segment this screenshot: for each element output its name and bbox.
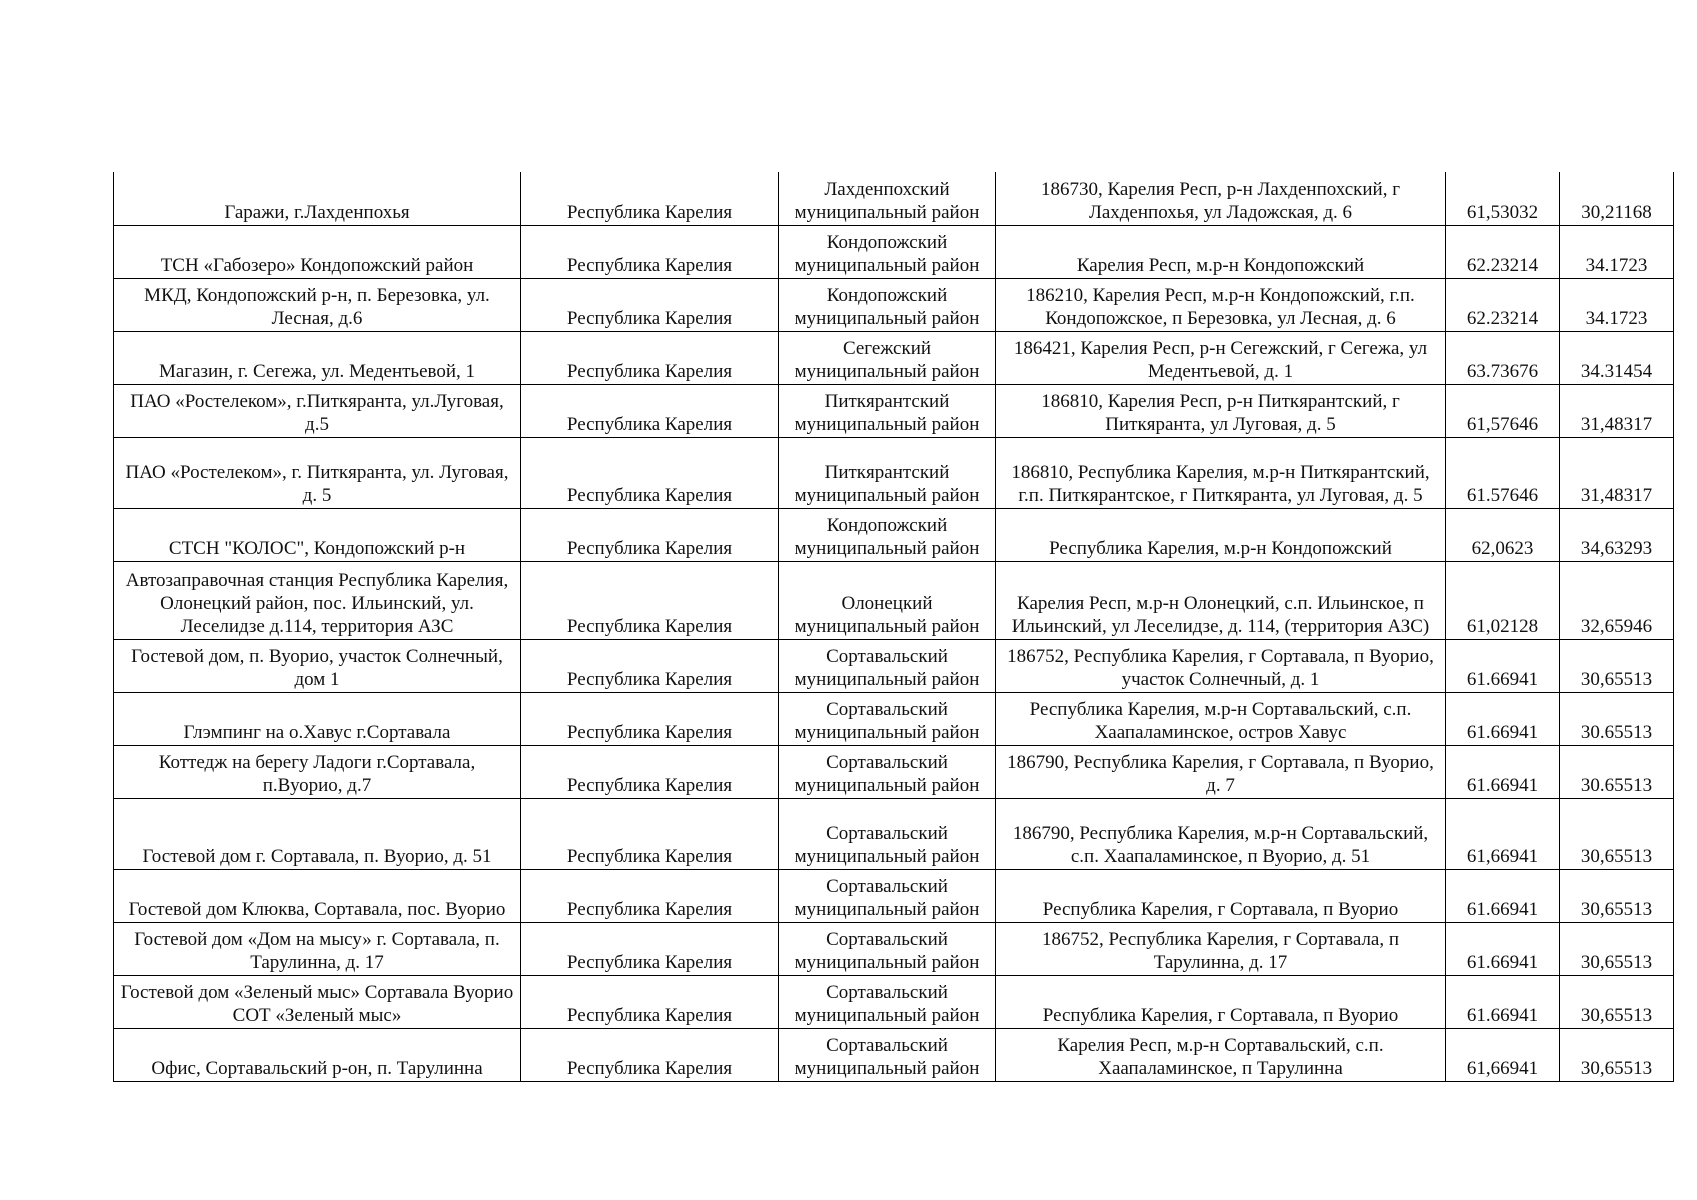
cell-latitude: 61.66941: [1446, 975, 1560, 1028]
cell-latitude: 61,57646: [1446, 384, 1560, 437]
cell-address: Республика Карелия, г Сортавала, п Вуорио: [996, 869, 1446, 922]
cell-latitude: 61.66941: [1446, 639, 1560, 692]
table-row: [114, 278, 1674, 331]
cell-object-name: Коттедж на берегу Ладоги г.Сортавала, п.Вуорио, д.7: [114, 745, 521, 798]
cell-district: Сортавальский муниципальный район: [779, 692, 996, 745]
table-row: [114, 798, 1674, 869]
cell-latitude: 63.73676: [1446, 331, 1560, 384]
cell-longitude: 30.65513: [1560, 692, 1674, 745]
cell-address: 186790, Республика Карелия, г Сортавала, п Вуорио, д. 7: [996, 745, 1446, 798]
cell-longitude: 34.31454: [1560, 331, 1674, 384]
cell-object-name: Гаражи, г.Лахденпохья: [114, 172, 521, 225]
cell-latitude: 61.66941: [1446, 745, 1560, 798]
cell-address: Республика Карелия, м.р-н Сортавальский, с.п. Хаапаламинское, остров Хавус: [996, 692, 1446, 745]
cell-object-name: МКД, Кондопожский р-н, п. Березовка, ул. Лесная, д.6: [114, 278, 521, 331]
cell-address: 186752, Республика Карелия, г Сортавала, п Тарулинна, д. 17: [996, 922, 1446, 975]
table-row: [114, 225, 1674, 278]
table-row: [114, 437, 1674, 508]
cell-district: Лахденпохский муниципальный район: [779, 172, 996, 225]
cell-object-name: Гостевой дом г. Сортавала, п. Вуорио, д. 51: [114, 798, 521, 869]
cell-region: Республика Карелия: [521, 869, 779, 922]
cell-longitude: 30,65513: [1560, 1028, 1674, 1081]
cell-longitude: 30.65513: [1560, 745, 1674, 798]
locations-table: [113, 172, 1674, 1082]
cell-address: Карелия Респ, м.р-н Кондопожский: [996, 225, 1446, 278]
cell-object-name: ПАО «Ростелеком», г. Питкяранта, ул. Луговая, д. 5: [114, 437, 521, 508]
table-row: [114, 692, 1674, 745]
cell-district: Сортавальский муниципальный район: [779, 975, 996, 1028]
cell-address: Республика Карелия, м.р-н Кондопожский: [996, 508, 1446, 561]
table-row: [114, 1028, 1674, 1081]
cell-longitude: 31,48317: [1560, 437, 1674, 508]
table-row: [114, 508, 1674, 561]
cell-longitude: 30,21168: [1560, 172, 1674, 225]
cell-latitude: 61,53032: [1446, 172, 1560, 225]
cell-region: Республика Карелия: [521, 437, 779, 508]
table-row: [114, 975, 1674, 1028]
cell-region: Республика Карелия: [521, 798, 779, 869]
cell-latitude: 61.66941: [1446, 692, 1560, 745]
cell-longitude: 31,48317: [1560, 384, 1674, 437]
table-row: [114, 639, 1674, 692]
cell-latitude: 61,66941: [1446, 798, 1560, 869]
cell-address: 186752, Республика Карелия, г Сортавала, п Вуорио, участок Солнечный, д. 1: [996, 639, 1446, 692]
cell-object-name: Глэмпинг на о.Хавус г.Сортавала: [114, 692, 521, 745]
cell-object-name: Гостевой дом Клюква, Сортавала, пос. Вуорио: [114, 869, 521, 922]
cell-latitude: 61.57646: [1446, 437, 1560, 508]
cell-region: Республика Карелия: [521, 922, 779, 975]
cell-latitude: 61,66941: [1446, 1028, 1560, 1081]
table-row: [114, 172, 1674, 225]
cell-district: Сортавальский муниципальный район: [779, 639, 996, 692]
cell-latitude: 62,0623: [1446, 508, 1560, 561]
cell-object-name: Гостевой дом, п. Вуорио, участок Солнечный, дом 1: [114, 639, 521, 692]
cell-longitude: 30,65513: [1560, 798, 1674, 869]
cell-longitude: 34.1723: [1560, 225, 1674, 278]
cell-district: Сортавальский муниципальный район: [779, 745, 996, 798]
cell-address: Карелия Респ, м.р-н Сортавальский, с.п. Хаапаламинское, п Тарулинна: [996, 1028, 1446, 1081]
cell-longitude: 30,65513: [1560, 869, 1674, 922]
cell-object-name: Гостевой дом «Дом на мысу» г. Сортавала, п. Тарулинна, д. 17: [114, 922, 521, 975]
cell-region: Республика Карелия: [521, 561, 779, 639]
cell-district: Питкярантский муниципальный район: [779, 384, 996, 437]
cell-address: 186210, Карелия Респ, м.р-н Кондопожский, г.п. Кондопожское, п Березовка, ул Лесная, д. 6: [996, 278, 1446, 331]
cell-longitude: 32,65946: [1560, 561, 1674, 639]
cell-longitude: 30,65513: [1560, 975, 1674, 1028]
table-body: [114, 172, 1674, 1081]
cell-latitude: 62.23214: [1446, 225, 1560, 278]
cell-object-name: ПАО «Ростелеком», г.Питкяранта, ул.Луговая, д.5: [114, 384, 521, 437]
cell-address: 186730, Карелия Респ, р-н Лахденпохский, г Лахденпохья, ул Ладожская, д. 6: [996, 172, 1446, 225]
cell-object-name: Офис, Сортавальский р-он, п. Тарулинна: [114, 1028, 521, 1081]
cell-district: Кондопожский муниципальный район: [779, 278, 996, 331]
cell-object-name: Автозаправочная станция Республика Карелия, Олонецкий район, пос. Ильинский, ул. Леселидзе д.114, территория АЗС: [114, 561, 521, 639]
cell-district: Сортавальский муниципальный район: [779, 869, 996, 922]
cell-address: 186421, Карелия Респ, р-н Сегежский, г Сегежа, ул Медентьевой, д. 1: [996, 331, 1446, 384]
cell-district: Сортавальский муниципальный район: [779, 798, 996, 869]
cell-latitude: 61,02128: [1446, 561, 1560, 639]
table-row: [114, 561, 1674, 639]
cell-object-name: ТСН «Габозеро» Кондопожский район: [114, 225, 521, 278]
cell-district: Олонецкий муниципальный район: [779, 561, 996, 639]
cell-region: Республика Карелия: [521, 745, 779, 798]
table-row: [114, 922, 1674, 975]
table-row: [114, 745, 1674, 798]
cell-longitude: 34.1723: [1560, 278, 1674, 331]
cell-region: Республика Карелия: [521, 331, 779, 384]
cell-region: Республика Карелия: [521, 225, 779, 278]
table-row: [114, 384, 1674, 437]
cell-region: Республика Карелия: [521, 975, 779, 1028]
cell-region: Республика Карелия: [521, 692, 779, 745]
cell-object-name: Гостевой дом «Зеленый мыс» Сортавала Вуорио СОТ «Зеленый мыс»: [114, 975, 521, 1028]
cell-latitude: 61.66941: [1446, 922, 1560, 975]
cell-region: Республика Карелия: [521, 1028, 779, 1081]
cell-object-name: Магазин, г. Сегежа, ул. Медентьевой, 1: [114, 331, 521, 384]
cell-district: Сортавальский муниципальный район: [779, 1028, 996, 1081]
cell-district: Кондопожский муниципальный район: [779, 225, 996, 278]
cell-address: Республика Карелия, г Сортавала, п Вуорио: [996, 975, 1446, 1028]
cell-district: Кондопожский муниципальный район: [779, 508, 996, 561]
cell-latitude: 61.66941: [1446, 869, 1560, 922]
cell-latitude: 62.23214: [1446, 278, 1560, 331]
table-row: [114, 869, 1674, 922]
cell-object-name: СТСН "КОЛОС", Кондопожский р-н: [114, 508, 521, 561]
cell-longitude: 34,63293: [1560, 508, 1674, 561]
cell-region: Республика Карелия: [521, 639, 779, 692]
cell-region: Республика Карелия: [521, 278, 779, 331]
cell-address: Карелия Респ, м.р-н Олонецкий, с.п. Ильинское, п Ильинский, ул Леселидзе, д. 114, (территория АЗС): [996, 561, 1446, 639]
cell-district: Сегежский муниципальный район: [779, 331, 996, 384]
cell-region: Республика Карелия: [521, 508, 779, 561]
cell-district: Питкярантский муниципальный район: [779, 437, 996, 508]
cell-address: 186790, Республика Карелия, м.р-н Сортавальский, с.п. Хаапаламинское, п Вуорио, д. 51: [996, 798, 1446, 869]
cell-region: Республика Карелия: [521, 172, 779, 225]
table-row: [114, 331, 1674, 384]
cell-region: Республика Карелия: [521, 384, 779, 437]
cell-address: 186810, Карелия Респ, р-н Питкярантский, г Питкяранта, ул Луговая, д. 5: [996, 384, 1446, 437]
cell-longitude: 30,65513: [1560, 639, 1674, 692]
cell-address: 186810, Республика Карелия, м.р-н Питкярантский, г.п. Питкярантское, г Питкяранта, ул Луговая, д. 5: [996, 437, 1446, 508]
cell-district: Сортавальский муниципальный район: [779, 922, 996, 975]
cell-longitude: 30,65513: [1560, 922, 1674, 975]
